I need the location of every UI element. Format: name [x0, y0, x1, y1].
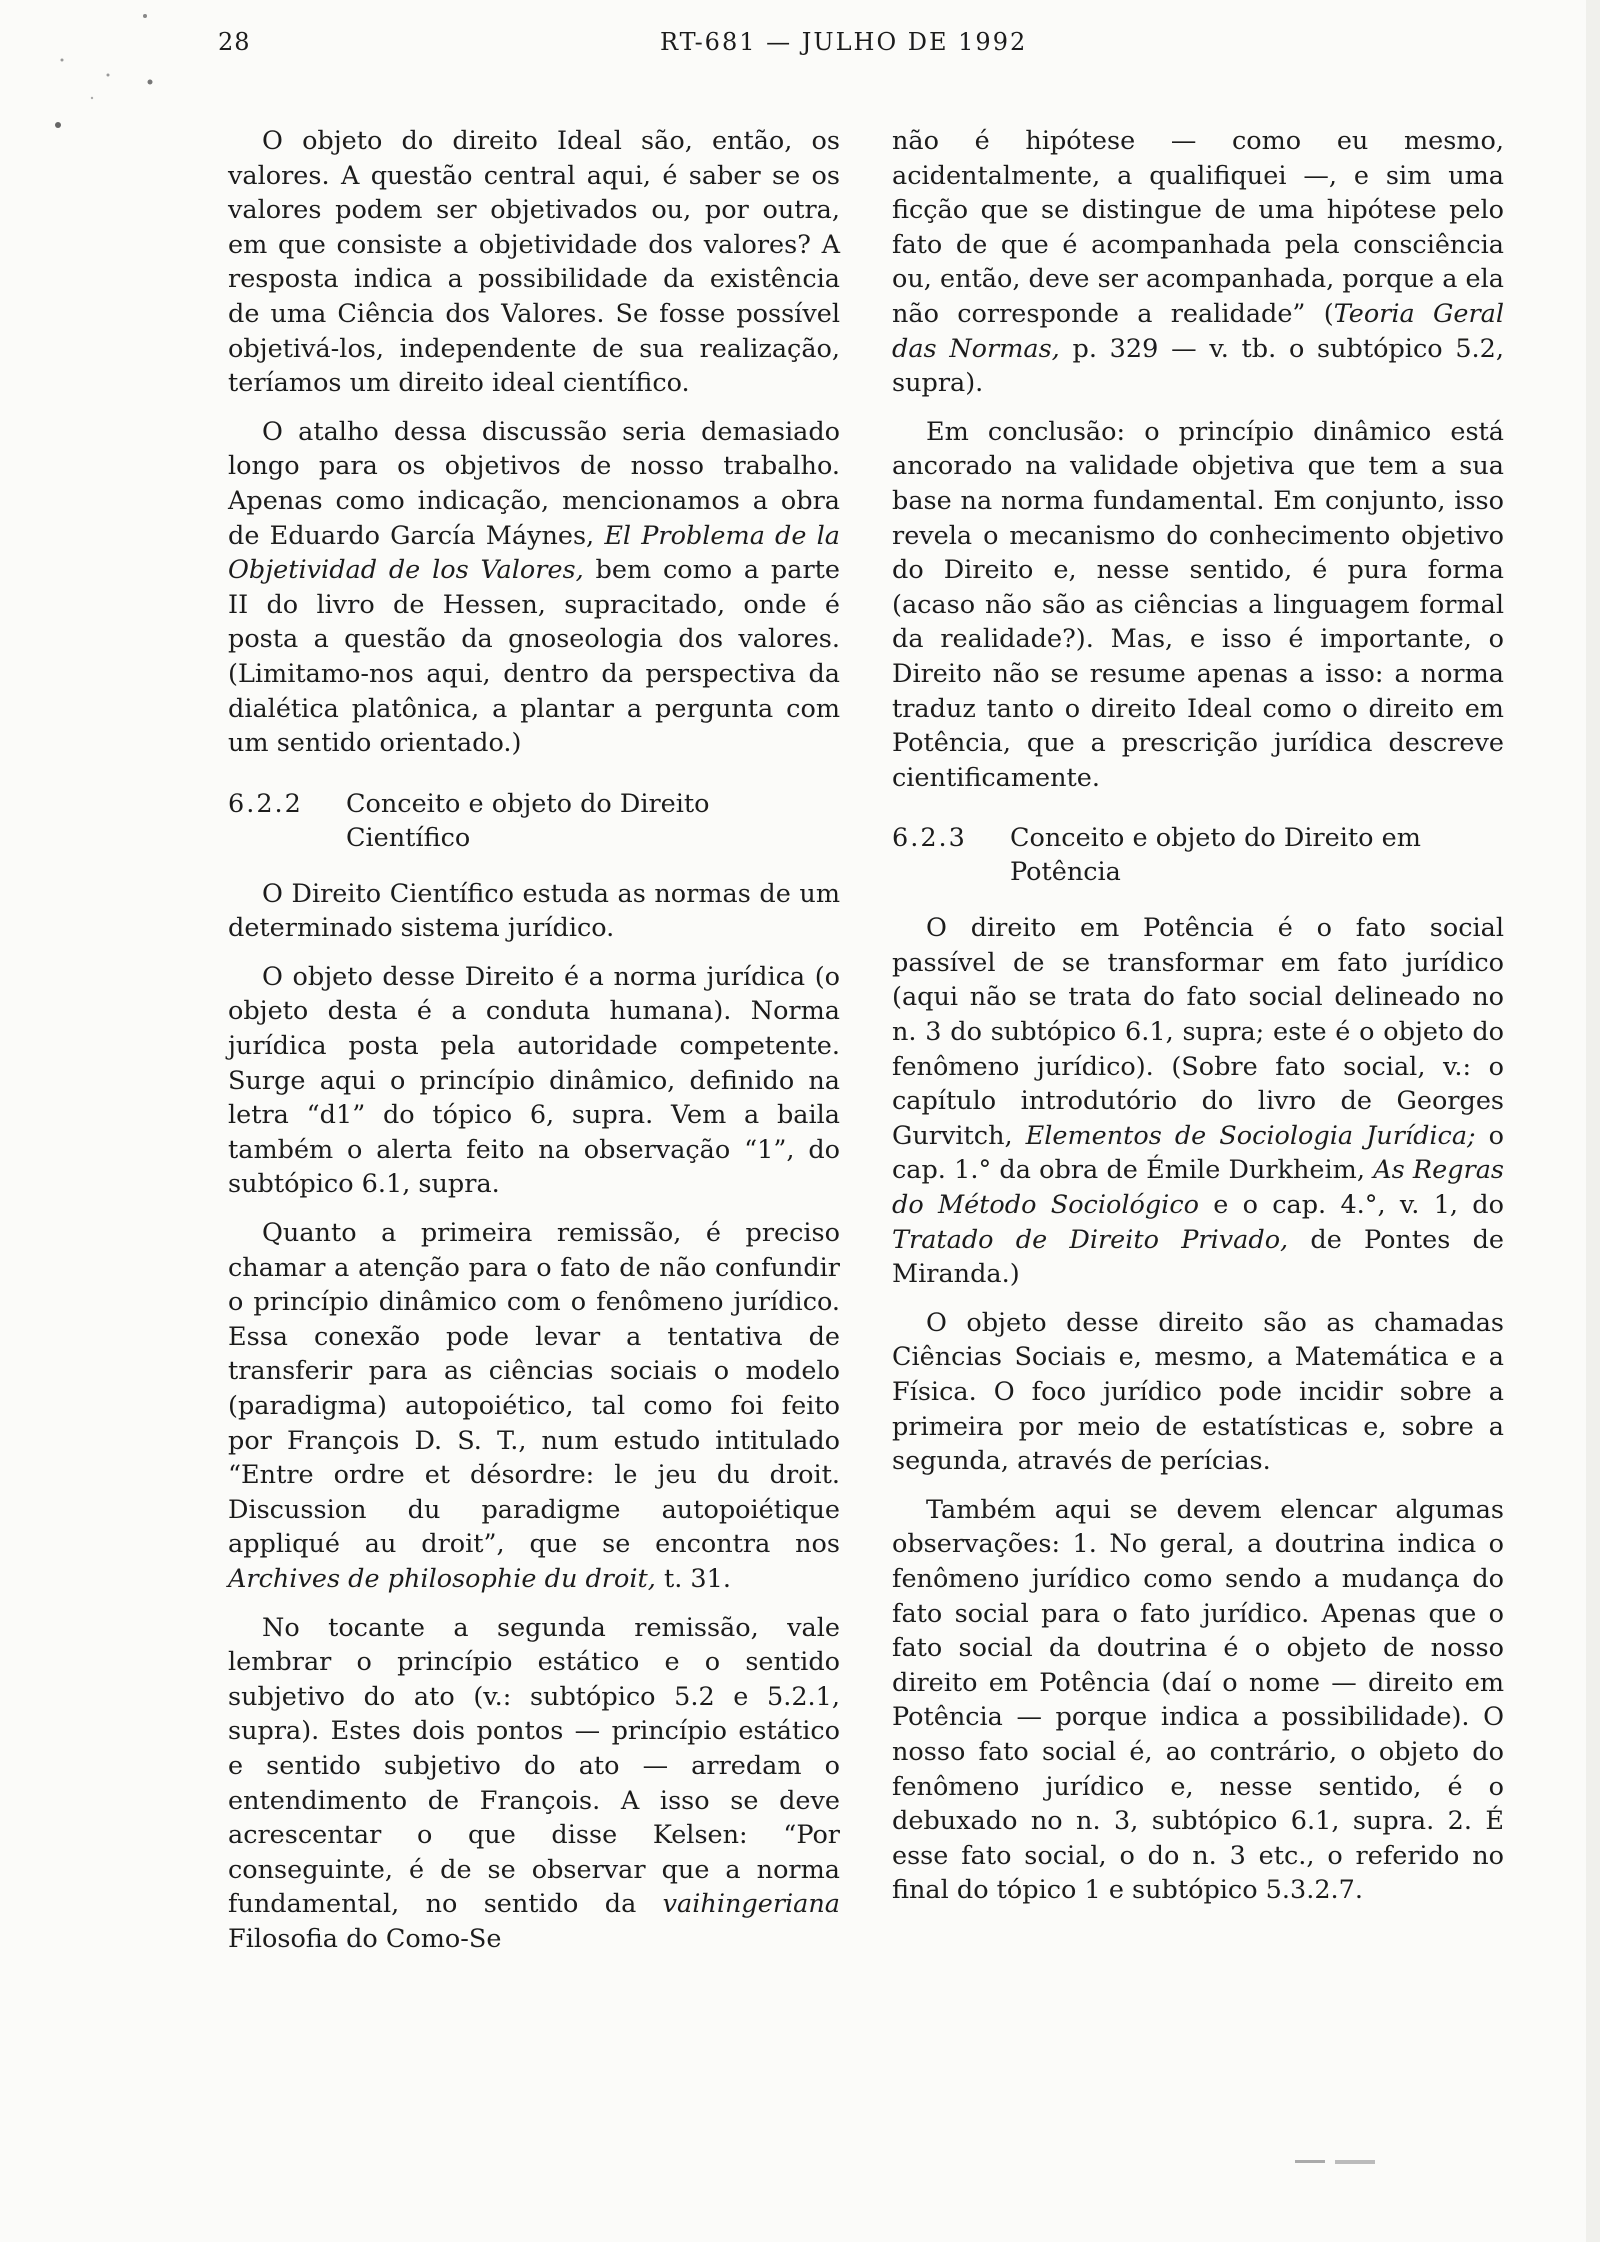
book-title: Tratado de Direito Privado,: [892, 1224, 1289, 1255]
page-header: [0, 28, 1600, 68]
book-title: El Problema de la Objetividad de los Valores,: [228, 520, 840, 586]
page-number: 28: [218, 28, 251, 56]
section-title: Conceito e objeto do Direito em Potência: [1010, 823, 1421, 888]
paragraph: Também aqui se devem elencar algumas observações: 1. No geral, a doutrina indica o fenômeno jurídico como sendo a mudança do fato social para o fato jurídico. Apenas que o fato social da doutrina é o objeto de nosso direito em Potência (daí o nome — direito em Potência — porque indica a possibilidade). O nosso fato social é, ao contrário, o objeto do fenômeno jurídico e, nesse sentido, é o debuxado no n. 3, subtópico 6.1, supra. 2. É esse fato social, o do n. 3 etc., o referido no final do tópico 1 e subtópico 5.3.2.7.: [892, 1494, 1504, 1906]
paragraph: não é hipótese — como eu mesmo, acidentalmente, a qualifiquei —, e sim uma ficção que se distingue de uma hipótese pelo fato de que é acompanhada pela consciência ou, então, deve ser acompanhada, porque a ela não corresponde a realidade” (Teoria Geral das Normas, p. 329 — v. tb. o subtópico 5.2, supra).: [892, 126, 1505, 399]
section-heading: [228, 787, 840, 855]
paragraph: O atalho dessa discussão seria demasiado longo para os objetivos de nosso trabalho. Apenas como indicação, mencionamos a obra de Eduardo García Máynes, El Problema de la Objetividad de los Valores, bem como a parte II do livro de Hessen, supracitado, onde é posta a questão da gnoseologia dos valores. (Limitamo-nos aqui, dentro da perspectiva da dialética platônica, a plantar a pergunta com um sentido orientado.): [228, 416, 840, 759]
section-title: Conceito e objeto do Direito Científico: [346, 788, 710, 853]
paragraph: Quanto a primeira remissão, é preciso chamar a atenção para o fato de não confundir o princípio dinâmico com o fenômeno jurídico. Essa conexão pode levar a tentativa de transferir para as ciências sociais o modelo (paradigma) autopoiético, tal como foi feito por François D. S. T., num estudo intitulado “Entre ordre et désordre: le jeu du droit. Discussion du paradigme autopoiétique appliqué au droit”, que se encontra nos Archives de philosophie du droit, t. 31.: [228, 1218, 840, 1594]
book-title: Teoria Geral das Normas,: [892, 298, 1505, 364]
book-title: Elementos de Sociologia Jurídica;: [1025, 1120, 1476, 1151]
paragraph: O direito em Potência é o fato social passível de se transformar em fato jurídico (aqui não se trata do fato social delineado no n. 3 do subtópico 6.1, supra; este é o objeto do fenômeno jurídico). (Sobre fato social, v.: o capítulo introdutório do livro de Georges Gurvitch, Elementos de Sociologia Jurídica; o cap. 1.° da obra de Émile Durkheim, As Regras do Método Sociológico e o cap. 4.°, v. 1, do Tratado de Direito Privado, de Pontes de Miranda.): [892, 913, 1504, 1290]
paragraph: O Direito Científico estuda as normas de um determinado sistema jurídico.: [228, 878, 840, 944]
book-title: As Regras do Método Sociológico: [892, 1155, 1504, 1221]
paragraph: O objeto desse direito são as chamadas Ciências Sociais e, mesmo, a Matemática e a Física. O foco jurídico pode incidir sobre a primeira por meio de estatísticas e, sobre a segunda, através de perícias.: [892, 1307, 1504, 1477]
section-number: 6.2.3: [892, 823, 967, 854]
paragraph: O objeto desse Direito é a norma jurídica (o objeto desta é a conduta humana). Norma jurídica posta pela autoridade competente. Surge aqui o princípio dinâmico, definido na letra “d1” do tópico 6, supra. Vem a baila também o alerta feito na observação “1”, do subtópico 6.1, supra.: [228, 961, 840, 1200]
italic-term: vaihingeriana: [662, 1889, 840, 1920]
section-heading: [892, 821, 1504, 889]
left-column: [228, 124, 840, 1971]
paragraph: Em conclusão: o princípio dinâmico está ancorado na validade objetiva que tem a sua base na norma fundamental. Em conjunto, isso revela o mecanismo do conhecimento objetivo do Direito e, nesse sentido, é pura forma (acaso não são as ciências a linguagem formal da realidade?). Mas, e isso é importante, o Direito não se resume apenas a isso: a norma traduz tanto o direito Ideal como o direito em Potência, que a prescrição jurídica descreve cientificamente.: [892, 416, 1504, 793]
journal-title: Archives de philosophie du droit,: [228, 1563, 656, 1594]
paragraph: No tocante a segunda remissão, vale lembrar o princípio estático e o sentido subjetivo do ato (v.: subtópico 5.2 e 5.2.1, supra). Estes dois pontos — princípio estático e sentido subjetivo do ato — arredam o entendimento de François. A isso se deve acrescentar o que disse Kelsen: “Por conseguinte, é de se observar que a norma fundamental, no sentido da vaihingeriana Filosofia do Como-Se: [228, 1612, 840, 1954]
right-column: [892, 124, 1504, 1922]
running-head: RT-681 — JULHO DE 1992: [660, 28, 1028, 56]
paragraph: O objeto do direito Ideal são, então, os valores. A questão central aqui, é saber se os valores podem ser objetivados ou, por outra, em que consiste a objetividade dos valores? A resposta indica a possibilidade da existência de uma Ciência dos Valores. Se fosse possível objetivá-los, independente de sua realização, teríamos um direito ideal científico.: [228, 126, 840, 399]
section-number: 6.2.2: [228, 788, 303, 819]
